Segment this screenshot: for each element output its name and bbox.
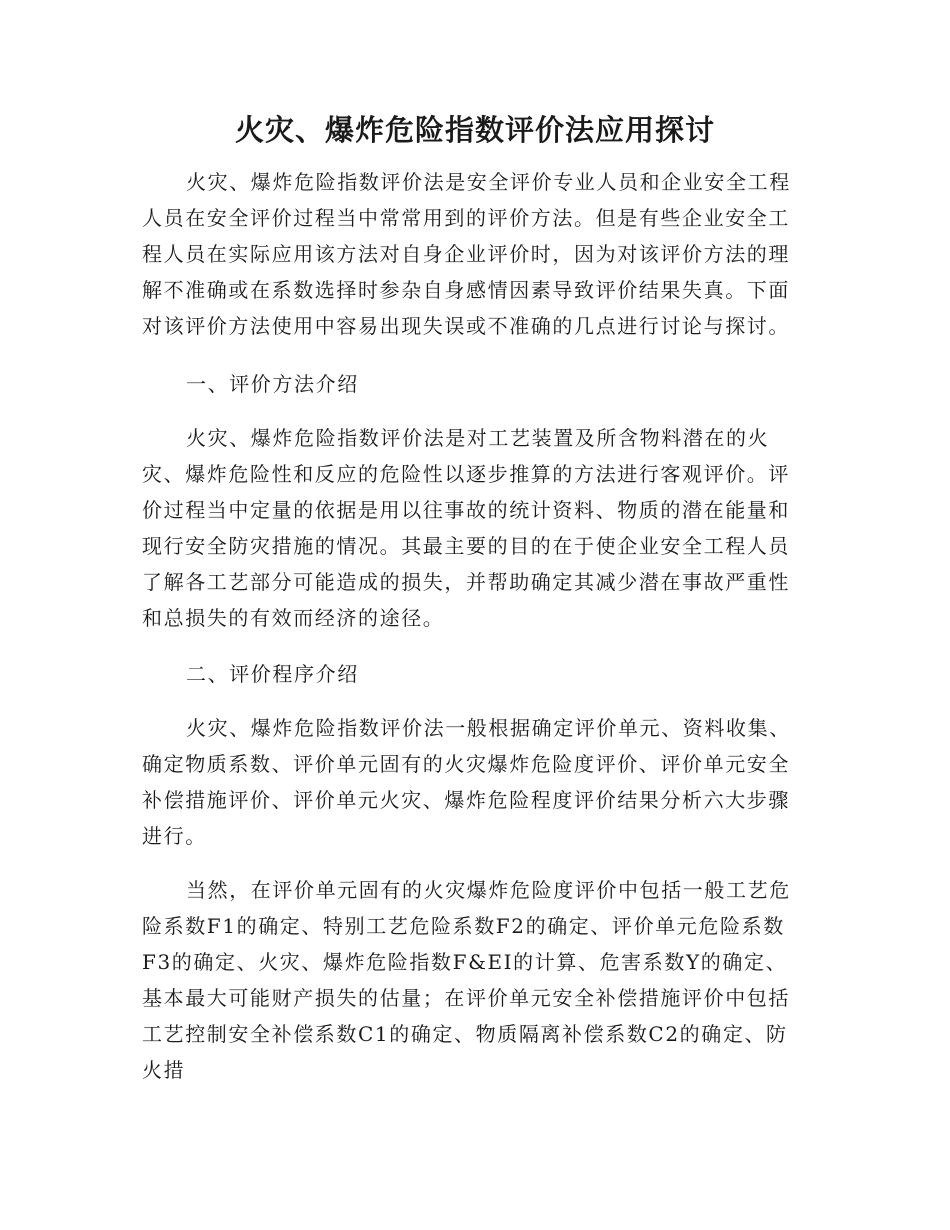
procedure-paragraph: 火灾、爆炸危险指数评价法一般根据确定评价单元、资料收集、确定物质系数、评价单元固有的火灾爆炸危险度评价、评价单元安全补偿措施评价、评价单元火灾、爆炸危险程度评价结果分析六大步骤进行。 [142, 716, 791, 848]
detail-paragraph: 当然，在评价单元固有的火灾爆炸危险度评价中包括一般工艺危险系数F1的确定、特别工艺危险系数F2的确定、评价单元危险系数F3的确定、火灾、爆炸危险指数F&EI的计算、危害系数Y的确定、基本最大可能财产损失的估量；在评价单元安全补偿措施评价中包括工艺控制安全补偿系数C1的确定、物质隔离补偿系数C2的确定、防火措 [142, 878, 791, 1082]
section-heading-procedure: 二、评价程序介绍 [186, 662, 359, 686]
section-heading-method: 一、评价方法介绍 [186, 372, 359, 396]
document-title: 火灾、爆炸危险指数评价法应用探讨 [234, 113, 715, 147]
method-paragraph: 火灾、爆炸危险指数评价法是对工艺装置及所含物料潜在的火灾、爆炸危险性和反应的危险性以逐步推算的方法进行客观评价。评价过程当中定量的依据是用以往事故的统计资料、物质的潜在能量和现行安全防灾措施的情况。其最主要的目的在于使企业安全工程人员了解各工艺部分可能造成的损失，并帮助确定其减少潜在事故严重性和总损失的有效而经济的途径。 [142, 426, 790, 630]
intro-paragraph: 火灾、爆炸危险指数评价法是安全评价专业人员和企业安全工程人员在安全评价过程当中常常用到的评价方法。但是有些企业安全工程人员在实际应用该方法对自身企业评价时，因为对该评价方法的理解不准确或在系数选择时参杂自身感情因素导致评价结果失真。下面对该评价方法使用中容易出现失误或不准确的几点进行讨论与探讨。 [142, 170, 791, 338]
